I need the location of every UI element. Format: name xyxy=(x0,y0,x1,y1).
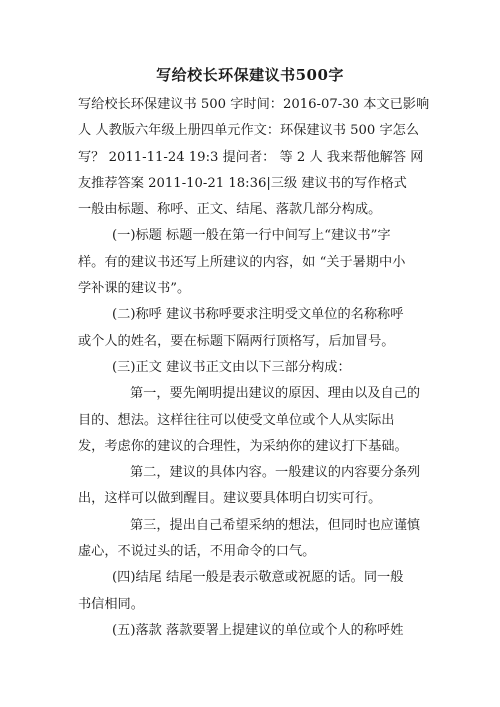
text-line: 或个人的姓名，要在标题下隔两行顶格写，后加冒号。 xyxy=(78,333,395,349)
text-line: 发，考虑你的建议的合理性，为采纳你的建议打下基础。 xyxy=(78,438,408,454)
text-line: 虚心，不说过头的话，不用命令的口气。 xyxy=(78,544,316,560)
text-line: 人 人教版六年级上册四单元作文：环保建议书 500 字怎么 xyxy=(78,123,420,139)
text-line: 写给校长环保建议书 500 字时间：2016-07-30 本文已影响 xyxy=(78,97,430,112)
text-line: 学补课的建议书”。 xyxy=(78,281,191,297)
text-line: 友推荐答案 2011-10-21 18:36|三级 建议书的写作格式 xyxy=(78,175,407,191)
paragraph-third-point: 第三，提出自己希望采纳的想法，但同时也应谨慎 xyxy=(130,517,421,533)
paragraph-first-point: 第一，要先阐明提出建议的原因、理由以及自己的 xyxy=(130,386,421,402)
text-line: 目的、想法。这样往往可以使受文单位或个人从实际出 xyxy=(78,412,395,428)
text-line: 一般由标题、称呼、正文、结尾、落款几部分构成。 xyxy=(78,202,382,218)
text-line: 写？ 2011-11-24 19:3 提问者： 等 2 人 我来帮他解答 网 xyxy=(78,149,424,165)
text-line: 样。有的建议书还写上所建议的内容，如 “关于暑期中小 xyxy=(78,254,406,270)
section-heading-signature: (五)落款 落款要署上提建议的单位或个人的称呼姓 xyxy=(112,622,404,638)
text-line: 出，这样可以做到醒目。建议要具体明白切实可行。 xyxy=(78,491,382,507)
document-body xyxy=(78,92,430,644)
text-line: 书信相同。 xyxy=(78,596,144,612)
document-title: 写给校长环保建议书500字 xyxy=(156,66,344,84)
section-heading-title: (一)标题 标题一般在第一行中间写上“建议书”字 xyxy=(112,228,391,244)
paragraph-second-point: 第二，建议的具体内容。一般建议的内容要分条列 xyxy=(130,465,421,481)
section-heading-salutation: (二)称呼 建议书称呼要求注明受文单位的名称称呼 xyxy=(112,307,404,323)
section-heading-ending: (四)结尾 结尾一般是表示敬意或祝愿的话。同一般 xyxy=(112,570,404,586)
section-heading-body: (三)正文 建议书正文由以下三部分构成： xyxy=(112,359,351,375)
